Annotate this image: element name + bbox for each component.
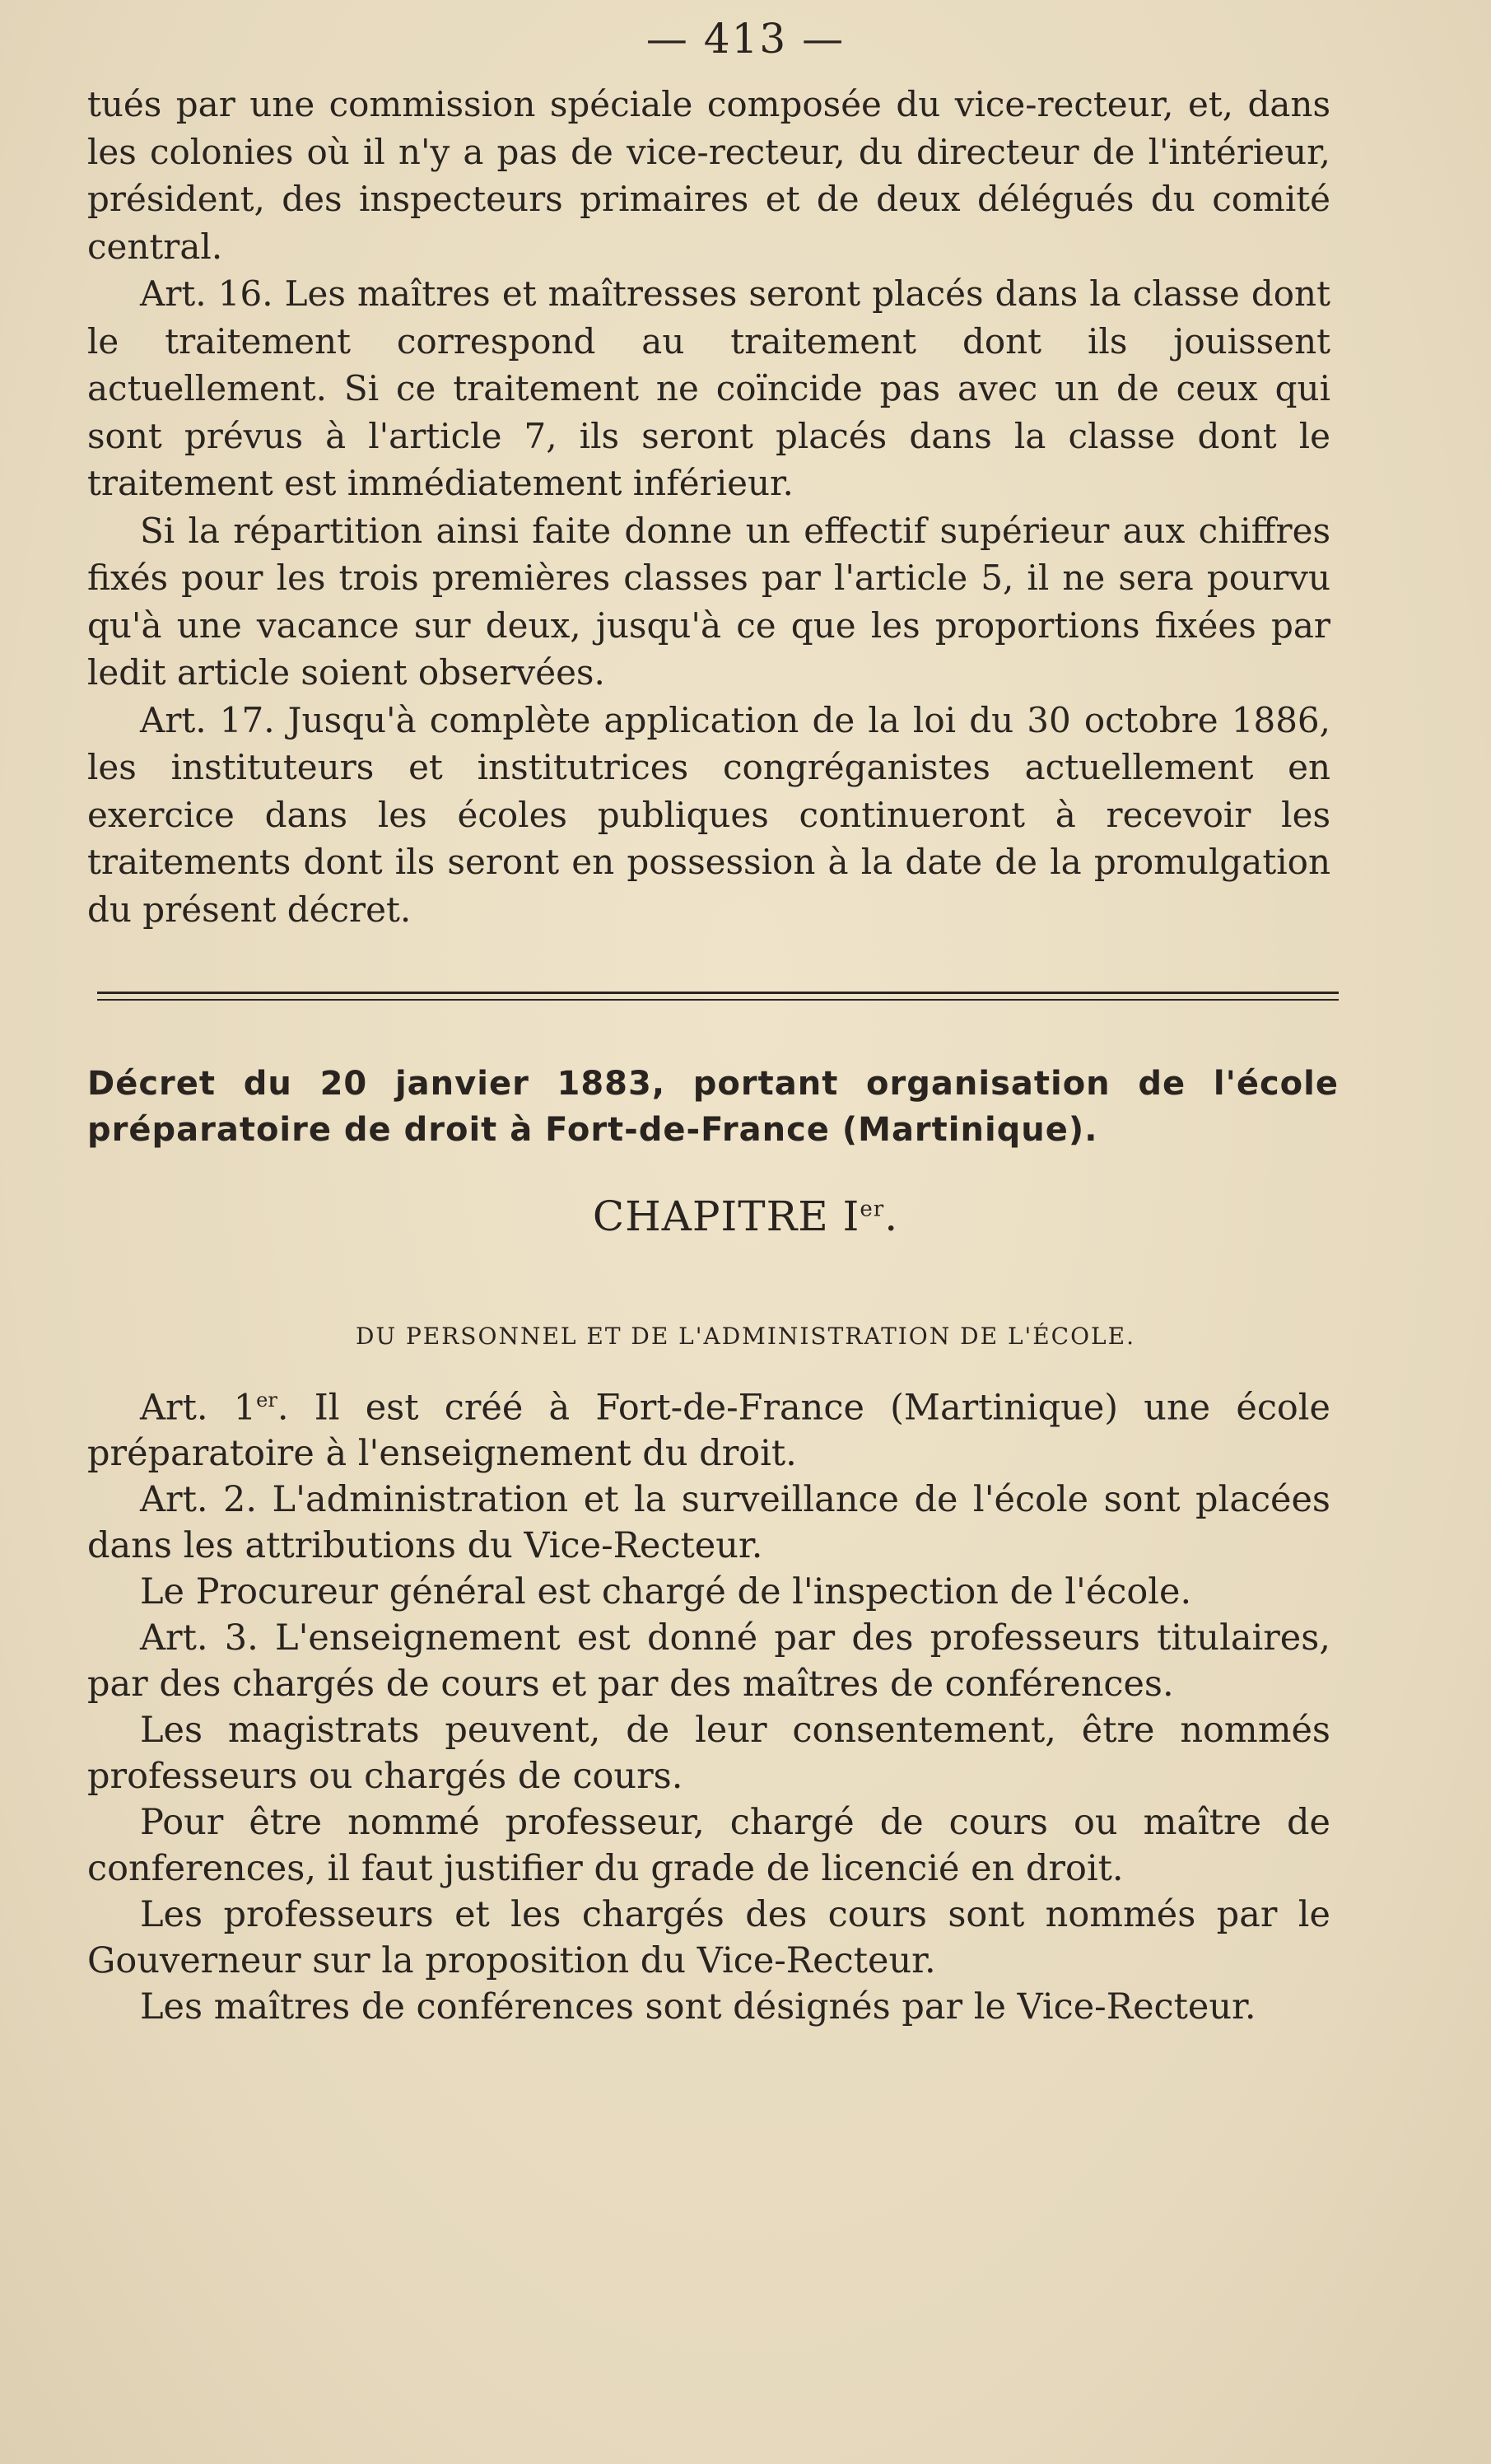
- article-1: [87, 1377, 1330, 1477]
- article-17: Art. 17. Jusqu'à complète application de la loi du 30 octobre 1886, les instituteurs et institutrices congréganistes actuellement en exercice dans les écoles publiques continueront à recevoir les traitements dont ils seront en possession à la date de la promulgation du présent décret.: [87, 699, 1330, 930]
- article-1-text: . Il est créé à Fort-de-France (Martinique) une école préparatoire à l'enseignement du droit.: [87, 1387, 1330, 1475]
- chapter-period: .: [884, 1192, 899, 1240]
- article-16: Art. 16. Les maîtres et maîtresses seront placés dans la classe dont le traitement correspond au traitement dont ils jouissent actuellement. Si ce traitement ne coïncide pas avec un de ceux qui sont prévus à l'article 7, ils seront placés dans la classe dont le traitement est immédiatement inférieur.: [87, 273, 1330, 503]
- section-divider-thin: [97, 999, 1339, 1001]
- section-divider-thick: [97, 992, 1339, 994]
- articles-block: [87, 1377, 1330, 2030]
- article-3: Art. 3. L'enseignement est donné par des professeurs titulaires, par des chargés de cours et par des maîtres de conférences.: [87, 1617, 1330, 1706]
- paragraph-maitres: Les maîtres de conférences sont désignés par le Vice-Recteur.: [140, 1986, 1256, 2028]
- article-1-superscript: er: [256, 1388, 277, 1412]
- section-title: DU PERSONNEL ET DE L'ADMINISTRATION DE L'ÉCOLE.: [356, 1323, 1135, 1350]
- paragraph-repartition: Si la répartition ainsi faite donne un effectif supérieur aux chiffres fixés pour les trois premières classes par l'article 5, il ne sera pourvu qu'à une vacance sur deux, jusqu'à ce que les proportions fixées par ledit article soient observées.: [87, 510, 1330, 693]
- paragraph-pour-etre: Pour être nommé professeur, chargé de cours ou maître de conferences, il faut justifier du grade de licencié en droit.: [87, 1802, 1330, 1890]
- chapter-heading: [0, 1192, 1491, 1240]
- article-1-prefix: Art. 1: [140, 1387, 257, 1429]
- decree-title: Décret du 20 janvier 1883, portant organisation de l'école préparatoire de droit à Fort-de-France (Martinique).: [87, 1065, 1339, 1149]
- paragraph-continuation: tués par une commission spéciale composée du vice-recteur, et, dans les colonies où il n'y a pas de vice-recteur, du directeur de l'intérieur, président, des inspecteurs primaires et de deux délégués du comité central.: [87, 84, 1330, 267]
- page-number: — 413 —: [645, 15, 846, 63]
- continuation-block: [87, 81, 1330, 933]
- chapter-text: CHAPITRE I: [592, 1192, 860, 1240]
- paragraph-magistrats: Les magistrats peuvent, de leur consentement, être nommés professeurs ou chargés de cours.: [87, 1710, 1330, 1798]
- article-2: Art. 2. L'administration et la surveillance de l'école sont placées dans les attributions du Vice-Recteur.: [87, 1479, 1330, 1567]
- chapter-superscript: er: [860, 1197, 885, 1222]
- paragraph-professeurs: Les professeurs et les chargés des cours sont nommés par le Gouverneur sur la proposition du Vice-Recteur.: [87, 1894, 1330, 1982]
- paragraph-procureur: Le Procureur général est chargé de l'inspection de l'école.: [140, 1571, 1192, 1613]
